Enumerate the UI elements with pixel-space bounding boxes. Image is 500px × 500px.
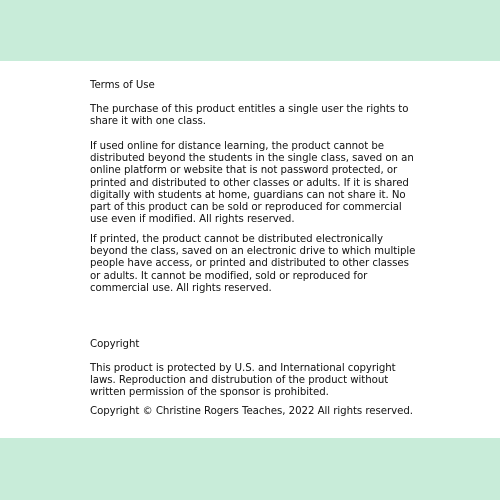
copyright-title: Copyright [90,339,140,350]
terms-paragraph-3: If printed, the product cannot be distributed electronically beyond the class, saved on an electronic drive to which multiple people have access, or printed and distributed to other classes or adults. It cannot be modified, sold or reproduced for commercial use. All rights reserved. [90,234,416,294]
copyright-line: Copyright © Christine Rogers Teaches, 2022 All rights reserved. [90,406,413,417]
copyright-title-block [90,339,416,351]
terms-paragraph-3-block [90,234,416,295]
top-green-band [0,0,500,61]
bottom-green-band [0,438,500,500]
terms-paragraph-2: If used online for distance learning, the product cannot be distributed beyond the students in the single class, saved on an online platform or website that is not password protected, or printed and distributed to other classes or adults. If it is shared digitally with students at home, guardians can not share it. No part of this product can be sold or reproduced for commercial use even if modified. All rights reserved. [90,141,414,226]
terms-title: Terms of Use [90,80,155,91]
copyright-paragraph-block [90,363,416,400]
terms-title-block [90,80,416,92]
copyright-paragraph: This product is protected by U.S. and International copyright laws. Reproduction and distrubution of the product without written permission of the sponsor is prohibited. [90,363,396,399]
copyright-line-block [90,406,416,418]
terms-paragraph-2-block [90,141,416,226]
terms-paragraph-1: The purchase of this product entitles a single user the rights to share it with one class. [90,104,409,128]
terms-paragraph-1-block [90,104,416,128]
